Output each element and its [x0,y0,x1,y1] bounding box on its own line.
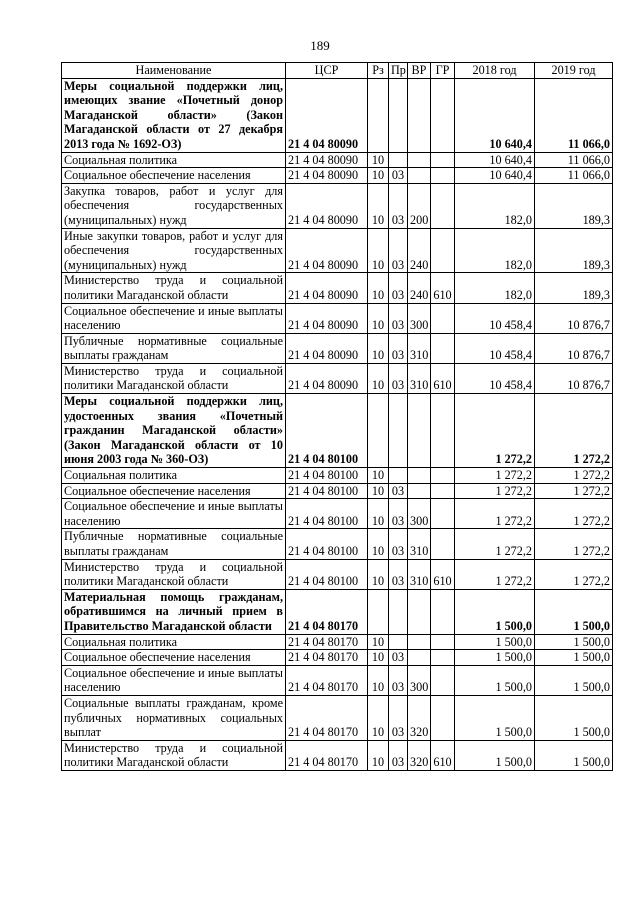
table-row [62,695,613,740]
cell-pr: 03 [389,183,408,228]
cell-2018: 1 272,2 [455,483,535,499]
cell-name: Социальное обеспечение населения [62,483,286,499]
cell-pr: 03 [389,228,408,273]
cell-name: Материальная помощь гражданам, обратившимся на личный прием в Правительство Магаданской области [62,589,286,634]
cell-gr [431,303,455,333]
cell-gr [431,483,455,499]
cell-2018: 10 458,4 [455,303,535,333]
cell-pr: 03 [389,168,408,184]
column-header-name: Наименование [62,63,286,79]
cell-pr [389,589,408,634]
column-header-2019: 2019 год [535,63,613,79]
cell-vr: 310 [408,559,431,589]
cell-gr [431,333,455,363]
cell-pr: 03 [389,483,408,499]
cell-2018: 1 500,0 [455,665,535,695]
cell-vr: 310 [408,333,431,363]
table-row [62,589,613,634]
cell-vr [408,634,431,650]
cell-2018: 1 500,0 [455,695,535,740]
table-body [62,78,613,770]
cell-gr: 610 [431,273,455,303]
cell-name: Меры социальной поддержки лиц, удостоенных звания «Почетный гражданин Магаданской области» (Закон Магаданской области от 10 июня 2003 года № 360-ОЗ) [62,394,286,468]
cell-vr [408,78,431,152]
cell-name: Социальное обеспечение населения [62,168,286,184]
cell-2019: 10 876,7 [535,363,613,393]
cell-2019: 1 272,2 [535,394,613,468]
cell-csr: 21 4 04 80100 [286,394,368,468]
cell-2019: 1 500,0 [535,695,613,740]
table-row [62,665,613,695]
cell-vr: 240 [408,228,431,273]
cell-name: Министерство труда и социальной политики Магаданской области [62,740,286,770]
cell-gr [431,168,455,184]
cell-2019: 189,3 [535,183,613,228]
cell-pr [389,78,408,152]
cell-pr: 03 [389,559,408,589]
cell-pr: 03 [389,363,408,393]
cell-vr: 300 [408,303,431,333]
cell-pr: 03 [389,665,408,695]
cell-pr: 03 [389,273,408,303]
cell-csr: 21 4 04 80170 [286,665,368,695]
cell-vr [408,468,431,484]
cell-vr [408,152,431,168]
cell-vr [408,394,431,468]
table-row [62,740,613,770]
cell-csr: 21 4 04 80170 [286,740,368,770]
cell-2019: 1 272,2 [535,483,613,499]
table-row [62,499,613,529]
cell-vr [408,483,431,499]
cell-rz: 10 [368,559,389,589]
cell-csr: 21 4 04 80170 [286,589,368,634]
cell-name: Министерство труда и социальной политики Магаданской области [62,363,286,393]
cell-2018: 182,0 [455,228,535,273]
cell-2019: 11 066,0 [535,168,613,184]
cell-csr: 21 4 04 80090 [286,273,368,303]
cell-rz: 10 [368,168,389,184]
cell-rz: 10 [368,228,389,273]
cell-rz: 10 [368,665,389,695]
cell-vr: 300 [408,665,431,695]
cell-vr [408,589,431,634]
cell-rz: 10 [368,529,389,559]
cell-2019: 10 876,7 [535,333,613,363]
cell-name: Социальное обеспечение и иные выплаты населению [62,303,286,333]
cell-2018: 1 272,2 [455,529,535,559]
table-header-row [62,63,613,79]
cell-2019: 11 066,0 [535,152,613,168]
table-row [62,303,613,333]
budget-table [61,62,613,771]
cell-csr: 21 4 04 80090 [286,363,368,393]
cell-2019: 1 500,0 [535,650,613,666]
cell-pr: 03 [389,740,408,770]
cell-rz [368,394,389,468]
cell-pr: 03 [389,650,408,666]
cell-vr: 200 [408,183,431,228]
table-row [62,273,613,303]
table-row [62,152,613,168]
cell-rz: 10 [368,483,389,499]
cell-rz: 10 [368,695,389,740]
page-number: 189 [310,38,330,53]
cell-gr [431,152,455,168]
table-row [62,650,613,666]
column-header-csr: ЦСР [286,63,368,79]
table-row [62,483,613,499]
cell-csr: 21 4 04 80170 [286,650,368,666]
cell-2018: 1 272,2 [455,559,535,589]
cell-name: Публичные нормативные социальные выплаты гражданам [62,529,286,559]
cell-csr: 21 4 04 80100 [286,499,368,529]
cell-vr [408,650,431,666]
cell-gr: 610 [431,559,455,589]
cell-pr: 03 [389,303,408,333]
cell-csr: 21 4 04 80100 [286,468,368,484]
cell-vr: 320 [408,695,431,740]
cell-2019: 1 500,0 [535,665,613,695]
table-row [62,78,613,152]
cell-csr: 21 4 04 80090 [286,183,368,228]
cell-pr [389,394,408,468]
cell-rz: 10 [368,468,389,484]
cell-gr [431,228,455,273]
cell-2018: 1 272,2 [455,394,535,468]
cell-2019: 11 066,0 [535,78,613,152]
cell-csr: 21 4 04 80090 [286,303,368,333]
cell-name: Социальная политика [62,468,286,484]
cell-2019: 189,3 [535,273,613,303]
cell-csr: 21 4 04 80090 [286,228,368,273]
cell-csr: 21 4 04 80090 [286,152,368,168]
cell-csr: 21 4 04 80090 [286,78,368,152]
cell-2018: 10 640,4 [455,78,535,152]
cell-name: Публичные нормативные социальные выплаты гражданам [62,333,286,363]
cell-rz: 10 [368,303,389,333]
cell-name: Социальное обеспечение и иные выплаты населению [62,665,286,695]
cell-2018: 182,0 [455,273,535,303]
cell-pr: 03 [389,333,408,363]
cell-gr [431,183,455,228]
cell-name: Иные закупки товаров, работ и услуг для обеспечения государственных (муниципальных) нужд [62,228,286,273]
cell-2019: 1 500,0 [535,740,613,770]
column-header-2018: 2018 год [455,63,535,79]
cell-vr: 310 [408,363,431,393]
cell-csr: 21 4 04 80100 [286,483,368,499]
cell-gr [431,529,455,559]
cell-2018: 1 500,0 [455,740,535,770]
cell-gr [431,394,455,468]
cell-name: Закупка товаров, работ и услуг для обеспечения государственных (муниципальных) нужд [62,183,286,228]
cell-gr [431,650,455,666]
cell-2018: 182,0 [455,183,535,228]
cell-csr: 21 4 04 80100 [286,559,368,589]
table-row [62,394,613,468]
cell-2019: 1 272,2 [535,468,613,484]
cell-2018: 1 500,0 [455,589,535,634]
cell-name: Социальное обеспечение и иные выплаты населению [62,499,286,529]
cell-name: Социальное обеспечение населения [62,650,286,666]
cell-name: Министерство труда и социальной политики Магаданской области [62,273,286,303]
cell-gr [431,78,455,152]
table-row [62,468,613,484]
cell-csr: 21 4 04 80090 [286,333,368,363]
cell-gr [431,665,455,695]
cell-csr: 21 4 04 80170 [286,634,368,650]
cell-rz [368,78,389,152]
cell-rz: 10 [368,363,389,393]
cell-name: Меры социальной поддержки лиц, имеющих звание «Почетный донор Магаданской области» (Закон Магаданской области от 27 декабря 2013 года № 1692-ОЗ) [62,78,286,152]
cell-rz: 10 [368,273,389,303]
table-row [62,183,613,228]
cell-name: Социальная политика [62,152,286,168]
column-header-vr: ВР [408,63,431,79]
cell-csr: 21 4 04 80170 [286,695,368,740]
cell-2018: 1 500,0 [455,650,535,666]
table-row [62,168,613,184]
cell-pr [389,468,408,484]
cell-rz [368,589,389,634]
cell-gr [431,695,455,740]
cell-rz: 10 [368,650,389,666]
cell-rz: 10 [368,634,389,650]
cell-2019: 1 500,0 [535,634,613,650]
cell-gr [431,589,455,634]
cell-2019: 10 876,7 [535,303,613,333]
cell-vr [408,168,431,184]
column-header-rz: Рз [368,63,389,79]
cell-rz: 10 [368,499,389,529]
cell-vr: 310 [408,529,431,559]
cell-2018: 10 640,4 [455,152,535,168]
cell-gr [431,499,455,529]
column-header-gr: ГР [431,63,455,79]
cell-gr [431,468,455,484]
cell-vr: 240 [408,273,431,303]
cell-2019: 189,3 [535,228,613,273]
table-row [62,228,613,273]
cell-name: Министерство труда и социальной политики Магаданской области [62,559,286,589]
table-row [62,634,613,650]
cell-2019: 1 272,2 [535,529,613,559]
cell-2018: 10 458,4 [455,333,535,363]
cell-vr: 300 [408,499,431,529]
cell-rz: 10 [368,333,389,363]
cell-2018: 1 272,2 [455,468,535,484]
cell-gr: 610 [431,363,455,393]
table-row [62,333,613,363]
cell-pr: 03 [389,529,408,559]
cell-name: Социальная политика [62,634,286,650]
cell-2018: 1 500,0 [455,634,535,650]
cell-vr: 320 [408,740,431,770]
cell-rz: 10 [368,740,389,770]
cell-rz: 10 [368,152,389,168]
cell-pr: 03 [389,695,408,740]
cell-name: Социальные выплаты гражданам, кроме публичных нормативных социальных выплат [62,695,286,740]
cell-2019: 1 272,2 [535,559,613,589]
cell-csr: 21 4 04 80090 [286,168,368,184]
cell-2019: 1 272,2 [535,499,613,529]
table-row [62,559,613,589]
cell-2018: 1 272,2 [455,499,535,529]
cell-2019: 1 500,0 [535,589,613,634]
cell-gr: 610 [431,740,455,770]
cell-csr: 21 4 04 80100 [286,529,368,559]
cell-pr: 03 [389,499,408,529]
column-header-pr: Пр [389,63,408,79]
cell-gr [431,634,455,650]
cell-pr [389,152,408,168]
cell-pr [389,634,408,650]
table-row [62,529,613,559]
table-row [62,363,613,393]
cell-2018: 10 458,4 [455,363,535,393]
cell-2018: 10 640,4 [455,168,535,184]
cell-rz: 10 [368,183,389,228]
